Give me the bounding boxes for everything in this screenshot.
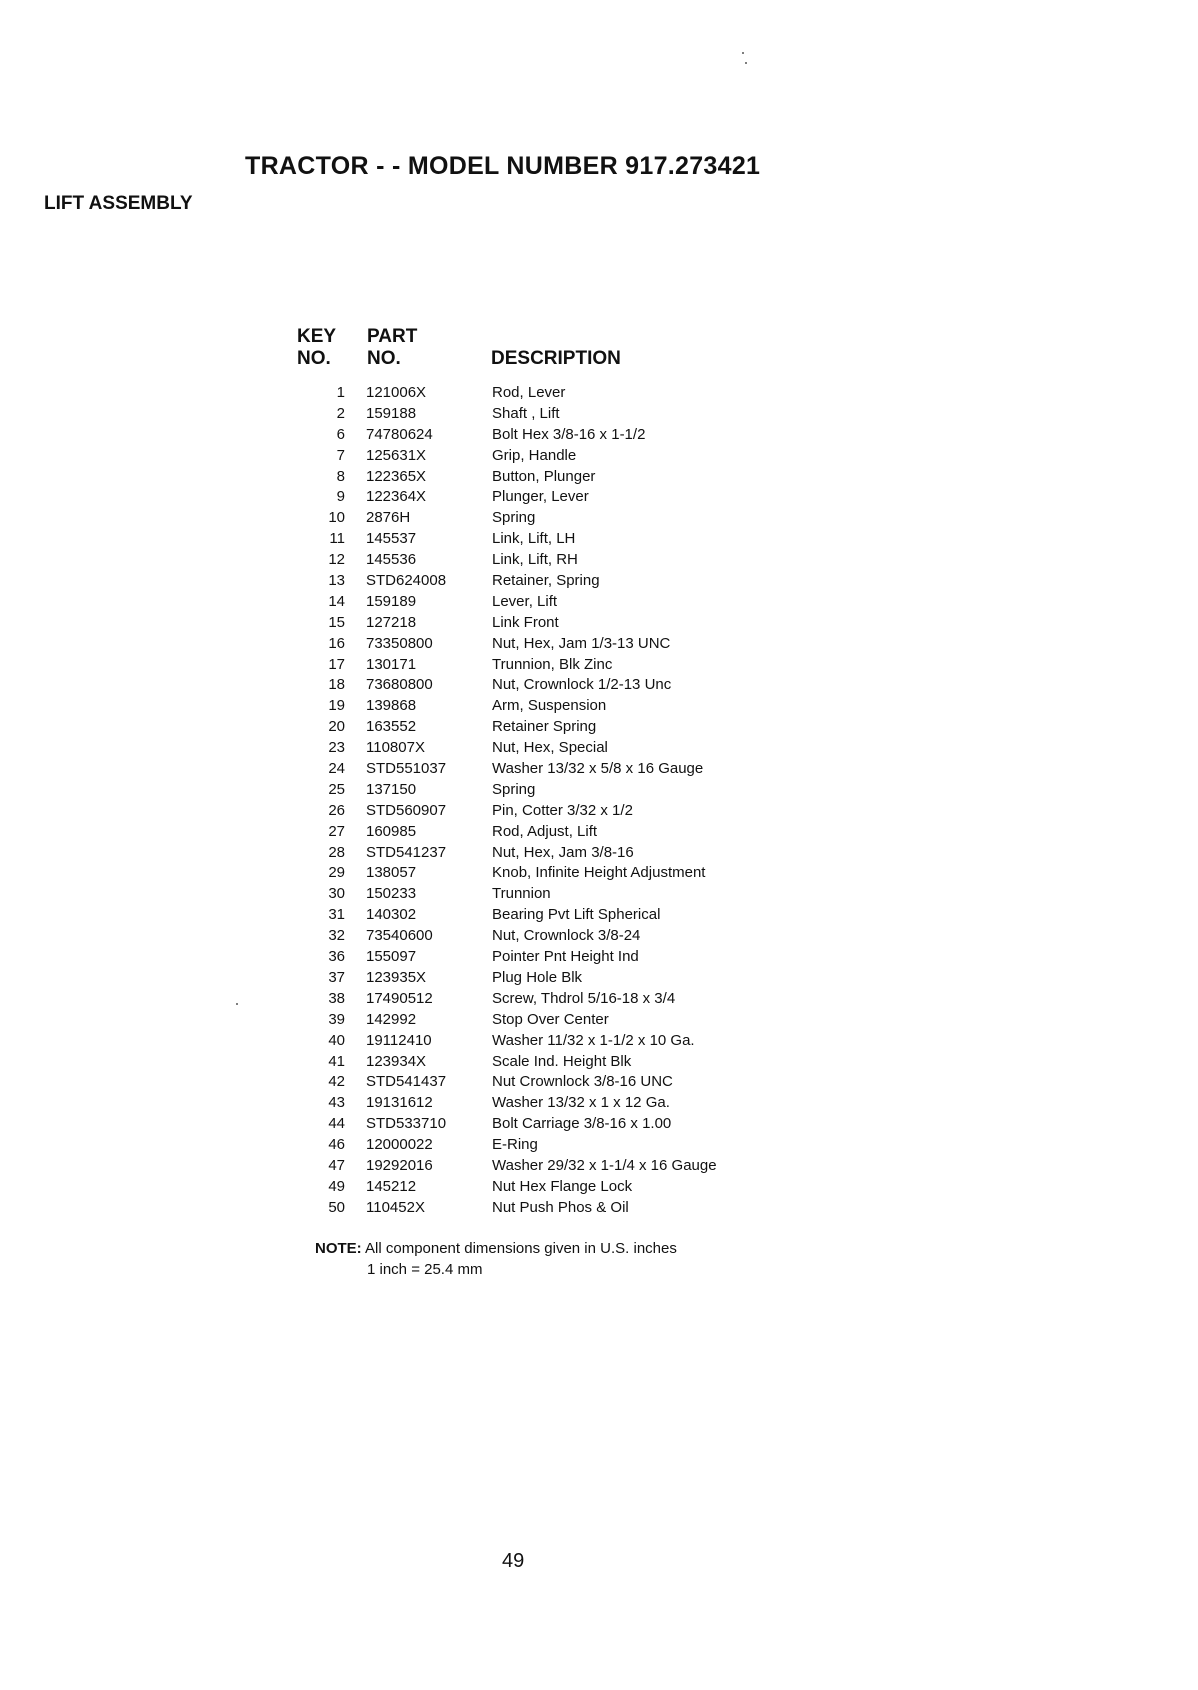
part-no: 123934X: [366, 1052, 427, 1070]
key-no: 2: [336, 404, 345, 422]
description: Shaft , Lift: [492, 404, 560, 422]
description: Button, Plunger: [492, 467, 596, 485]
key-no: 17: [328, 655, 345, 673]
description: Trunnion, Blk Zinc: [492, 655, 613, 673]
key-header-top: KEY: [297, 326, 337, 347]
table-row: [300, 1052, 820, 1073]
part-no: 163552: [366, 718, 417, 736]
table-row: [300, 1072, 820, 1093]
key-no: 27: [328, 822, 345, 840]
table-row: [300, 738, 820, 759]
description: Retainer Spring: [492, 718, 597, 736]
key-no: 23: [328, 739, 345, 757]
table-row: [300, 863, 820, 884]
key-no: 43: [328, 1094, 345, 1112]
table-row: [300, 529, 820, 550]
key-no: 49: [328, 1177, 345, 1195]
part-no: 159189: [366, 592, 417, 610]
table-row: [300, 550, 820, 571]
description: Arm, Suspension: [492, 697, 607, 715]
key-no: 31: [328, 906, 345, 924]
key-no: 37: [328, 968, 345, 986]
key-no: 1: [336, 384, 345, 401]
table-row: [300, 926, 820, 947]
description: Nut Crownlock 3/8-16 UNC: [492, 1073, 673, 1091]
table-row: [300, 571, 820, 592]
key-no: 14: [328, 592, 345, 610]
description: Bolt Carriage 3/8-16 x 1.00: [492, 1115, 672, 1133]
key-no: 29: [328, 864, 345, 882]
description: Rod, Adjust, Lift: [492, 822, 598, 840]
part-no: 73680800: [366, 676, 433, 694]
note-text: All component dimensions given in U.S. inches: [365, 1240, 677, 1257]
part-no: 138057: [366, 864, 417, 882]
key-no: 47: [328, 1156, 345, 1174]
part-no: 125631X: [366, 446, 427, 464]
part-no: STD551037: [366, 760, 447, 778]
table-row: [300, 843, 820, 864]
description: Scale Ind. Height Blk: [492, 1052, 632, 1070]
key-no: 30: [328, 885, 345, 903]
part-no: 12000022: [366, 1136, 433, 1154]
part-no: 159188: [366, 404, 417, 422]
table-row: [300, 884, 820, 905]
part-no: 17490512: [366, 989, 433, 1007]
description: Washer 13/32 x 5/8 x 16 Gauge: [492, 760, 704, 778]
table-row: [300, 404, 820, 425]
description: Plunger, Lever: [492, 488, 589, 506]
key-no: 19: [328, 697, 345, 715]
part-no: 145537: [366, 530, 417, 548]
key-no: 32: [328, 927, 345, 945]
description: Trunnion: [492, 885, 551, 903]
key-no: 24: [328, 760, 345, 778]
part-no: STD533710: [366, 1115, 447, 1133]
scan-speck: [236, 1003, 238, 1005]
description: Spring: [492, 509, 536, 527]
description: Link, Lift, RH: [492, 551, 578, 569]
part-no: STD560907: [366, 801, 447, 819]
table-row: [300, 1093, 820, 1114]
part-no: 19131612: [366, 1094, 433, 1112]
key-no: 40: [328, 1031, 345, 1049]
table-row: [300, 968, 820, 989]
description: Washer 29/32 x 1-1/4 x 16 Gauge: [492, 1156, 717, 1174]
description: Lever, Lift: [492, 592, 558, 610]
scan-speck: [745, 62, 747, 64]
description: Nut Push Phos & Oil: [492, 1198, 629, 1216]
table-row: [300, 1135, 820, 1156]
part-no: 121006X: [366, 384, 427, 401]
description: Nut, Crownlock 1/2-13 Unc: [492, 676, 672, 694]
table-row: [300, 487, 820, 508]
dimension-note: [315, 1238, 677, 1280]
part-no: 19112410: [366, 1031, 432, 1049]
description: Stop Over Center: [492, 1010, 609, 1028]
part-no: 19292016: [366, 1156, 433, 1174]
key-no: 50: [328, 1198, 345, 1216]
part-no: 150233: [366, 885, 417, 903]
part-no: 110807X: [366, 739, 425, 757]
part-no: 122364X: [366, 488, 427, 506]
page-number: 49: [502, 1550, 525, 1572]
description: Bearing Pvt Lift Spherical: [492, 906, 661, 924]
description: Plug Hole Blk: [492, 968, 583, 986]
table-row: [300, 780, 820, 801]
table-row: [300, 1198, 820, 1219]
table-row: [300, 425, 820, 446]
table-row: [300, 759, 820, 780]
key-no: 46: [328, 1136, 345, 1154]
part-no: STD624008: [366, 572, 447, 590]
part-no: 145212: [366, 1177, 417, 1195]
note-label: NOTE:: [315, 1240, 362, 1257]
key-no: 16: [328, 634, 345, 652]
table-row: [300, 947, 820, 968]
key-no: 7: [336, 446, 345, 464]
key-no: 25: [328, 780, 345, 798]
part-no: 137150: [366, 780, 417, 798]
section-title: LIFT ASSEMBLY: [44, 193, 193, 214]
key-no: 42: [328, 1073, 345, 1091]
description: Pointer Pnt Height Ind: [492, 948, 639, 966]
description: Washer 13/32 x 1 x 12 Ga.: [492, 1094, 670, 1112]
key-no: 26: [328, 801, 345, 819]
key-no: 20: [328, 718, 345, 736]
part-no: 145536: [366, 551, 417, 569]
description: Nut, Crownlock 3/8-24: [492, 927, 641, 945]
part-no-header: [367, 326, 417, 370]
key-no: 13: [328, 572, 345, 590]
note-conversion: 1 inch = 25.4 mm: [367, 1261, 483, 1278]
description: E-Ring: [492, 1136, 538, 1154]
description: Spring: [492, 780, 536, 798]
part-no: 160985: [366, 822, 417, 840]
key-no: 41: [328, 1052, 345, 1070]
key-no: 38: [328, 989, 345, 1007]
description: Pin, Cotter 3/32 x 1/2: [492, 801, 633, 819]
part-no: 142992: [366, 1010, 417, 1028]
parts-list: [300, 383, 820, 1219]
key-no-header: [297, 326, 336, 370]
key-no: 12: [328, 551, 345, 569]
scan-speck: [742, 52, 744, 54]
description: Nut, Hex, Special: [492, 739, 608, 757]
description: Link, Lift, LH: [492, 530, 576, 548]
part-no: 139868: [366, 697, 417, 715]
description: Knob, Infinite Height Adjustment: [492, 864, 706, 882]
table-row: [300, 822, 820, 843]
key-no: 11: [329, 530, 345, 548]
key-no: 10: [328, 509, 345, 527]
part-no: 140302: [366, 906, 417, 924]
part-header-top: PART: [367, 326, 418, 347]
key-no: 6: [336, 425, 345, 443]
table-row: [300, 989, 820, 1010]
part-no: 73540600: [366, 927, 433, 945]
description: Screw, Thdrol 5/16-18 x 3/4: [492, 989, 676, 1007]
table-row: [300, 613, 820, 634]
table-row: [300, 634, 820, 655]
key-no: 8: [336, 467, 345, 485]
part-no: STD541437: [366, 1073, 447, 1091]
key-no: 28: [328, 843, 345, 861]
table-row: [300, 467, 820, 488]
table-row: [300, 801, 820, 822]
part-no: 110452X: [366, 1198, 425, 1216]
part-no: 130171: [366, 655, 417, 673]
table-row: [300, 675, 820, 696]
description-header: DESCRIPTION: [491, 348, 621, 369]
part-no: 122365X: [366, 467, 427, 485]
table-row: [300, 1010, 820, 1031]
part-no: 123935X: [366, 968, 427, 986]
part-no: 2876H: [366, 509, 411, 527]
description: Nut Hex Flange Lock: [492, 1177, 633, 1195]
table-row: [300, 508, 820, 529]
table-row: [300, 696, 820, 717]
key-no: 9: [336, 488, 345, 506]
description: Nut, Hex, Jam 1/3-13 UNC: [492, 634, 671, 652]
part-header-bottom: NO.: [367, 348, 401, 369]
table-row: [300, 1156, 820, 1177]
description: Retainer, Spring: [492, 572, 600, 590]
key-no: 36: [328, 948, 345, 966]
part-no: 73350800: [366, 634, 433, 652]
description: Washer 11/32 x 1-1/2 x 10 Ga.: [492, 1031, 695, 1049]
page-title: TRACTOR - - MODEL NUMBER 917.273421: [245, 152, 761, 180]
table-row: [300, 1177, 820, 1198]
part-no: 74780624: [366, 425, 433, 443]
table-row: [300, 383, 820, 404]
key-no: 44: [328, 1115, 345, 1133]
table-row: [300, 717, 820, 738]
part-no: STD541237: [366, 843, 447, 861]
description: Grip, Handle: [492, 446, 577, 464]
part-no: 127218: [366, 613, 417, 631]
table-row: [300, 1114, 820, 1135]
description: Nut, Hex, Jam 3/8-16: [492, 843, 634, 861]
table-row: [300, 592, 820, 613]
key-no: 18: [328, 676, 345, 694]
table-row: [300, 905, 820, 926]
key-no: 39: [328, 1010, 345, 1028]
table-row: [300, 1031, 820, 1052]
part-no: 155097: [366, 948, 417, 966]
table-row: [300, 446, 820, 467]
description: Rod, Lever: [492, 384, 566, 401]
key-no: 15: [328, 613, 345, 631]
description: Bolt Hex 3/8-16 x 1-1/2: [492, 425, 646, 443]
table-row: [300, 655, 820, 676]
key-header-bottom: NO.: [297, 348, 331, 369]
description: Link Front: [492, 613, 559, 631]
